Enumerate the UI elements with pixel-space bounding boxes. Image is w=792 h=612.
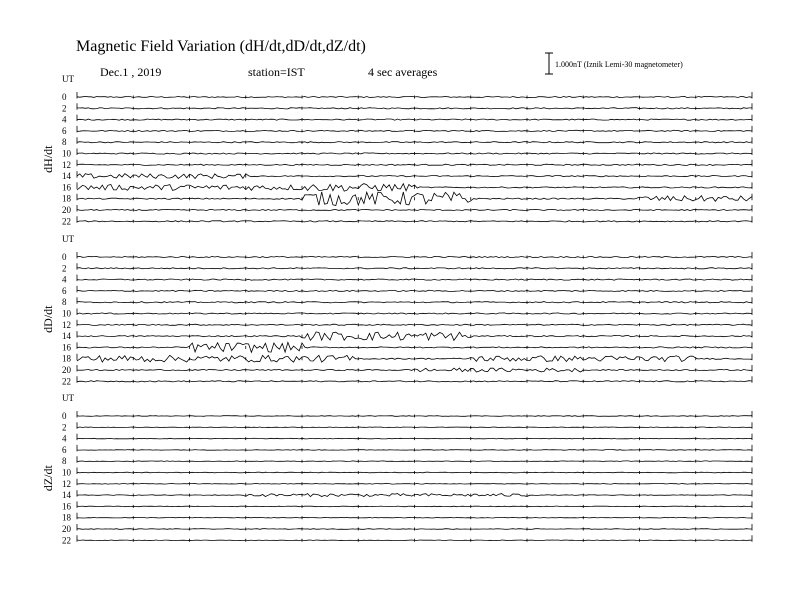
hour-label: 6	[62, 125, 67, 136]
trace-dZdt-4	[77, 438, 752, 439]
trace-dDdt-16	[77, 342, 752, 352]
hour-label: 16	[62, 342, 71, 353]
station-label: station=IST	[248, 65, 305, 79]
ut-label: UT	[62, 74, 74, 84]
date-label: Dec.1 , 2019	[100, 65, 162, 79]
hour-label: 2	[62, 422, 67, 433]
hour-label: 8	[62, 137, 67, 148]
scale-bar-label: 1.000nT (Iznik Lemi-30 magnetometer)	[555, 60, 683, 69]
trace-dZdt-16	[77, 506, 752, 507]
trace-dZdt-8	[77, 461, 752, 462]
hour-label: 10	[62, 467, 71, 478]
trace-dDdt-18	[77, 355, 752, 362]
ut-label: UT	[62, 234, 74, 244]
panel-ylabel: dZ/dt	[41, 465, 55, 492]
trace-dZdt-12	[77, 484, 752, 485]
hour-label: 14	[62, 490, 71, 501]
panel-ylabel: dH/dt	[41, 145, 55, 173]
hour-label: 6	[62, 444, 67, 455]
chart-title: Magnetic Field Variation (dH/dt,dD/dt,dZ/dt)	[76, 38, 366, 55]
hour-label: 16	[62, 182, 71, 193]
trace-dZdt-20	[77, 529, 752, 530]
trace-dZdt-0	[77, 416, 752, 417]
averaging-label: 4 sec averages	[368, 65, 438, 79]
hour-label: 0	[62, 411, 67, 421]
hour-label: 0	[62, 252, 67, 262]
hour-label: 14	[62, 171, 71, 182]
hour-label: 4	[62, 274, 67, 285]
hour-label: 2	[62, 103, 67, 114]
hour-label: 10	[62, 148, 71, 159]
hour-label: 20	[62, 205, 71, 215]
hour-label: 4	[62, 114, 67, 125]
hour-label: 2	[62, 263, 67, 274]
trace-dZdt-22	[77, 540, 752, 541]
hour-label: 16	[62, 501, 71, 512]
hour-label: 8	[62, 297, 67, 308]
ut-label: UT	[62, 393, 74, 403]
trace-dHdt-14	[77, 174, 752, 179]
trace-dZdt-10	[77, 472, 752, 473]
hour-label: 22	[62, 535, 71, 546]
hour-label: 8	[62, 456, 67, 467]
hour-label: 0	[62, 92, 67, 102]
hour-label: 22	[62, 216, 71, 227]
hour-label: 18	[62, 353, 71, 364]
panel-ylabel: dD/dt	[41, 305, 55, 333]
hour-label: 18	[62, 193, 71, 204]
hour-label: 6	[62, 285, 67, 296]
hour-label: 12	[62, 159, 71, 170]
hour-label: 4	[62, 433, 67, 444]
hour-label: 12	[62, 478, 71, 489]
hour-label: 20	[62, 524, 71, 534]
hour-label: 14	[62, 331, 71, 342]
hour-label: 10	[62, 308, 71, 319]
hour-label: 18	[62, 512, 71, 523]
hour-label: 12	[62, 319, 71, 330]
hour-label: 22	[62, 376, 71, 387]
hour-label: 20	[62, 365, 71, 375]
